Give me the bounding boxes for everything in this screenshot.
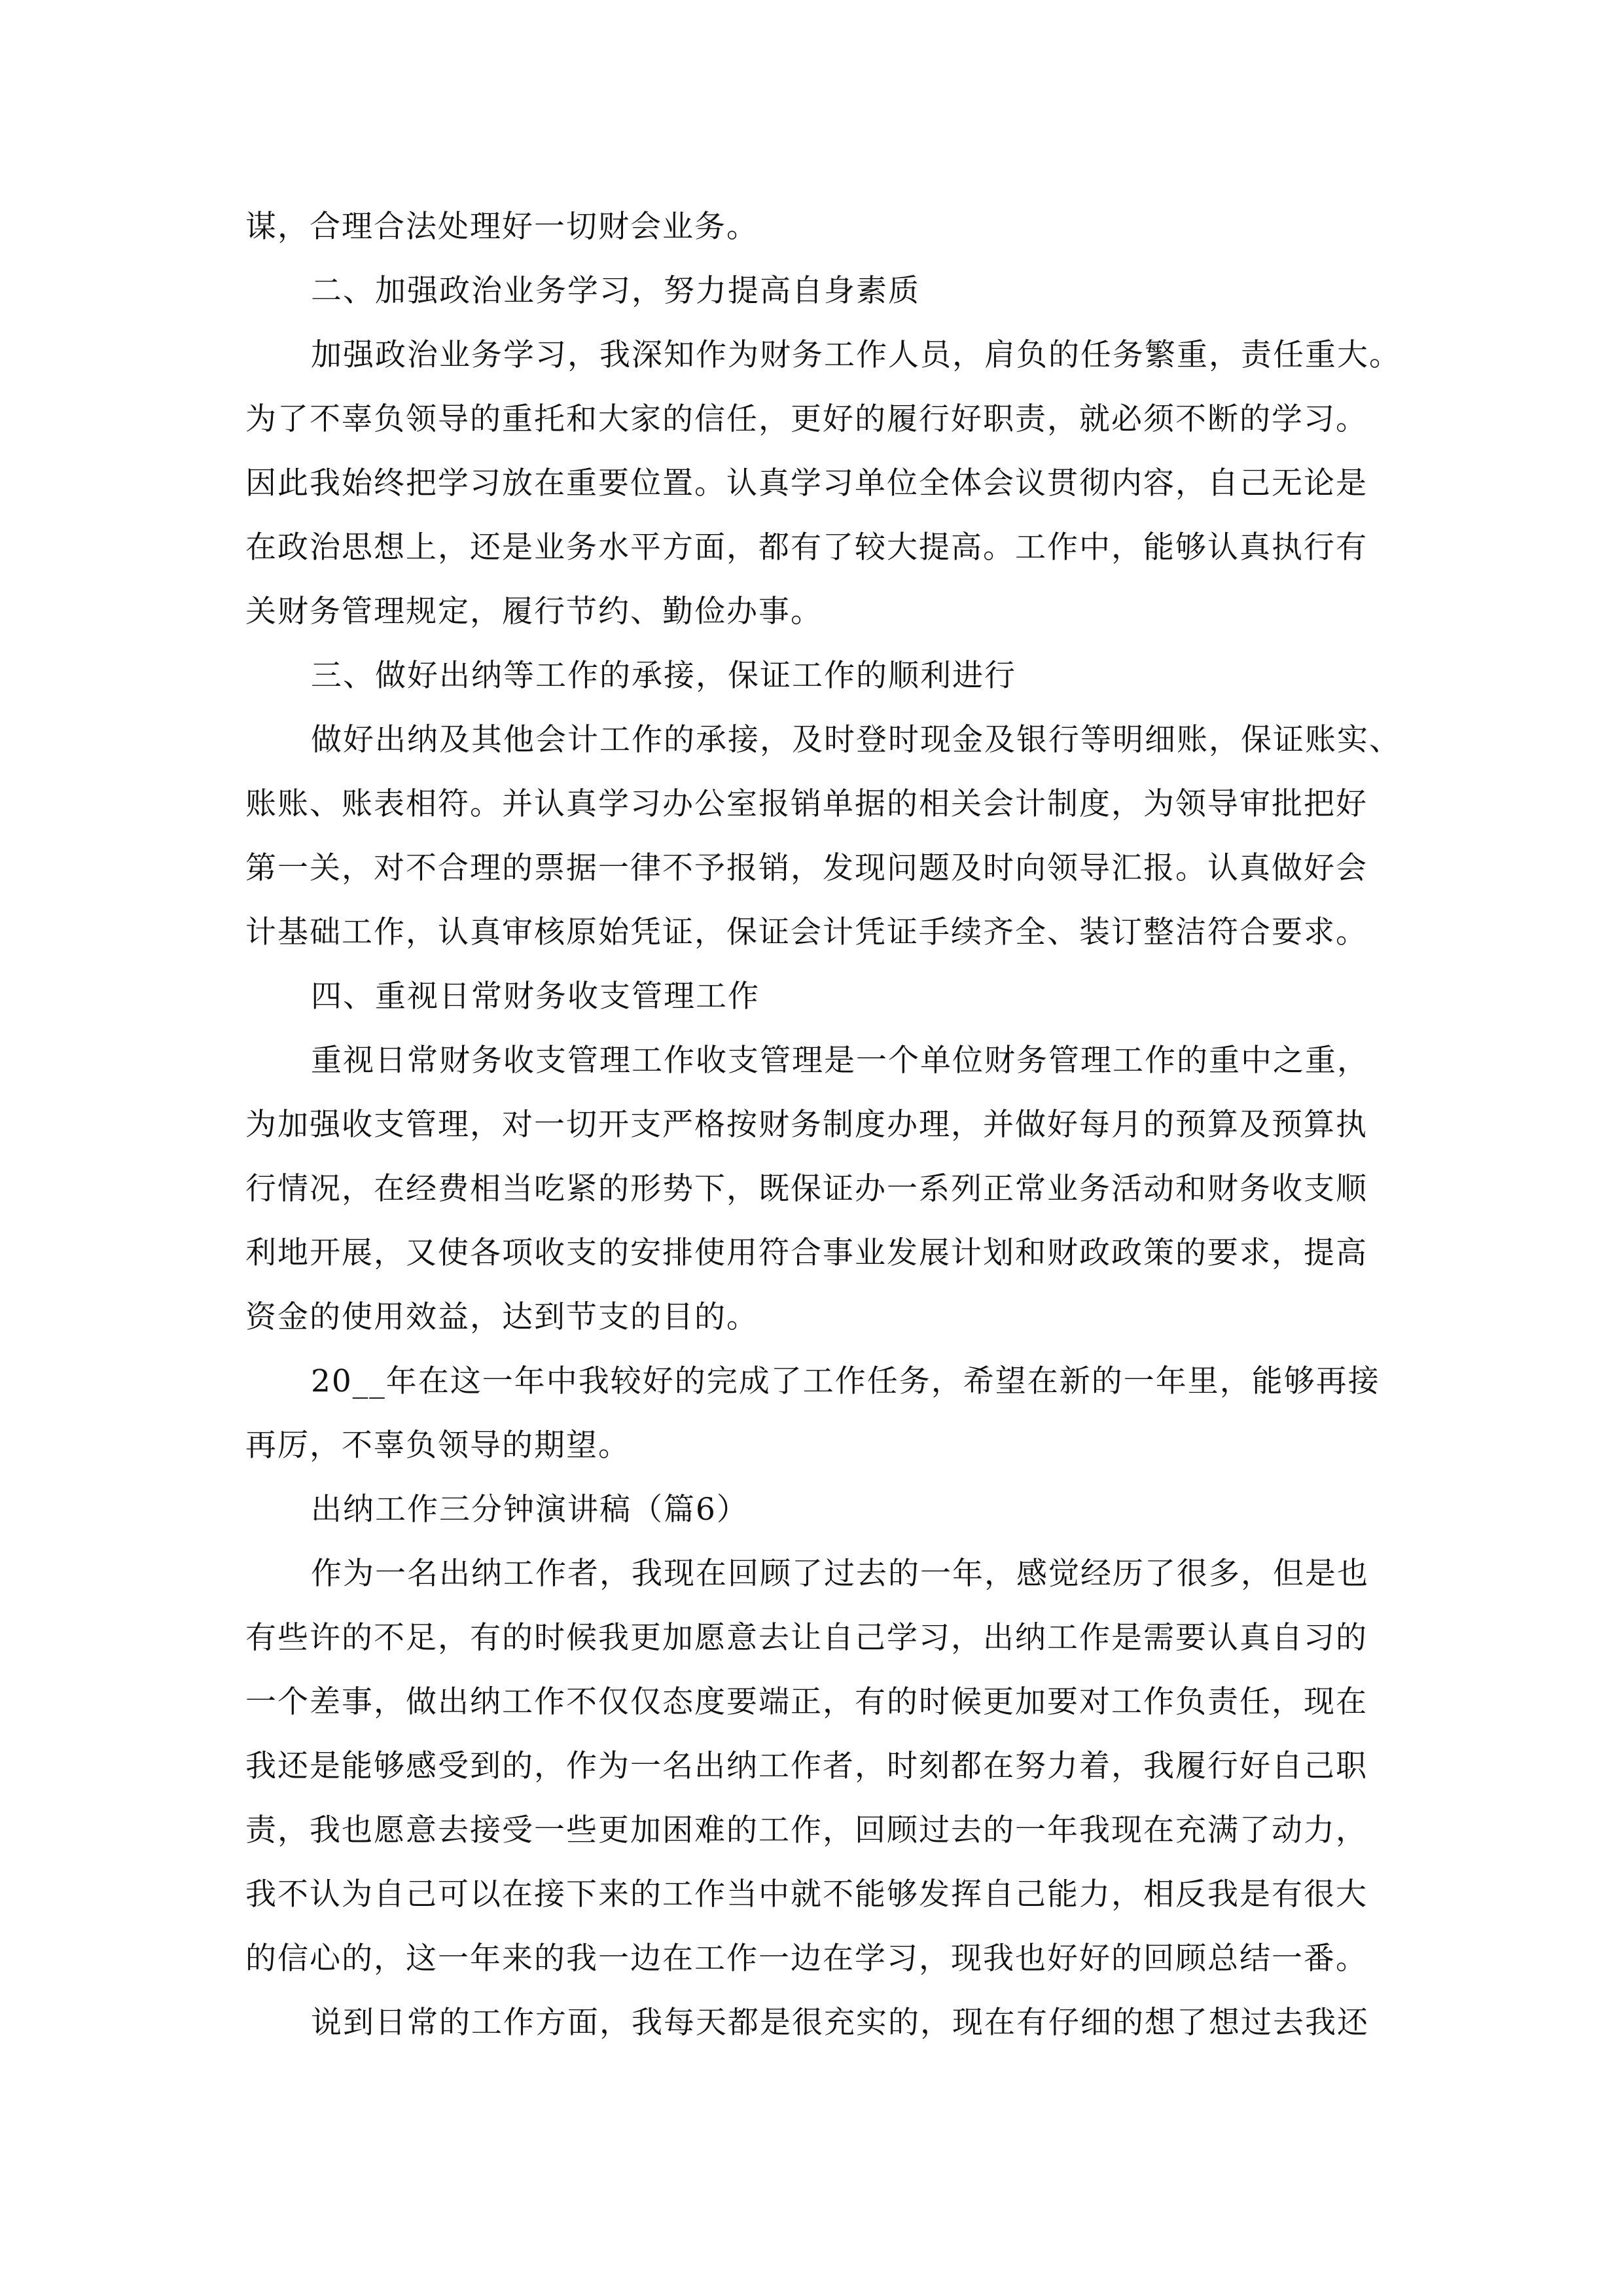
- text-line: 计基础工作，认真审核原始凭证，保证会计凭证手续齐全、装订整洁符合要求。: [245, 914, 1368, 950]
- text-line: 因此我始终把学习放在重要位置。认真学习单位全体会议贯彻内容，自己无论是: [245, 465, 1368, 501]
- text-line: 账账、账表相符。并认真学习办公室报销单据的相关会计制度，为领导审批把好: [245, 786, 1368, 822]
- text-line: 作为一名出纳工作者，我现在回顾了过去的一年，感觉经历了很多，但是也: [311, 1556, 1369, 1592]
- text-line: 第一关，对不合理的票据一律不予报销，发现问题及时向领导汇报。认真做好会: [245, 850, 1368, 886]
- text-line: 做好出纳及其他会计工作的承接，及时登时现金及银行等明细账，保证账实、: [311, 722, 1401, 758]
- text-line: 在政治思想上，还是业务水平方面，都有了较大提高。工作中，能够认真执行有: [245, 529, 1368, 565]
- text-line: 再厉，不辜负领导的期望。: [245, 1427, 630, 1463]
- text-line: 为了不辜负领导的重托和大家的信任，更好的履行好职责，就必须不断的学习。: [245, 401, 1368, 437]
- text-line: 重视日常财务收支管理工作收支管理是一个单位财务管理工作的重中之重，: [311, 1043, 1369, 1079]
- section-heading: 四、重视日常财务收支管理工作: [311, 978, 760, 1014]
- text-line: 20__年在这一年中我较好的完成了工作任务，希望在新的一年里，能够再接: [311, 1363, 1380, 1399]
- text-line: 我不认为自己可以在接下来的工作当中就不能够发挥自己能力，相反我是有很大: [245, 1876, 1368, 1912]
- text-line: 说到日常的工作方面，我每天都是很充实的，现在有仔细的想了想过去我还: [311, 2005, 1369, 2041]
- article-title: 出纳工作三分钟演讲稿（篇6）: [311, 1492, 749, 1528]
- text-line: 行情况，在经费相当吃紧的形势下，既保证办一系列正常业务活动和财务收支顺: [245, 1171, 1368, 1207]
- section-heading: 三、做好出纳等工作的承接，保证工作的顺利进行: [311, 658, 1016, 694]
- text-line: 我还是能够感受到的，作为一名出纳工作者，时刻都在努力着，我履行好自己职: [245, 1748, 1368, 1784]
- text-line: 加强政治业务学习，我深知作为财务工作人员，肩负的任务繁重，责任重大。: [311, 337, 1401, 373]
- text-line: 资金的使用效益，达到节支的目的。: [245, 1299, 758, 1335]
- text-line: 责，我也愿意去接受一些更加困难的工作，回顾过去的一年我现在充满了动力，: [245, 1812, 1368, 1848]
- text-line: 利地开展，又使各项收支的安排使用符合事业发展计划和财政政策的要求，提高: [245, 1235, 1368, 1271]
- document-body: [245, 195, 1401, 2055]
- text-line: 为加强收支管理，对一切开支严格按财务制度办理，并做好每月的预算及预算执: [245, 1107, 1368, 1143]
- text-line: 谋，合理合法处理好一切财会业务。: [245, 209, 758, 245]
- text-line: 的信心的，这一年来的我一边在工作一边在学习，现我也好好的回顾总结一番。: [245, 1941, 1368, 1977]
- text-line: 有些许的不足，有的时候我更加愿意去让自己学习，出纳工作是需要认真自习的: [245, 1620, 1368, 1656]
- text-line: 一个差事，做出纳工作不仅仅态度要端正，有的时候更加要对工作负责任，现在: [245, 1684, 1368, 1720]
- section-heading: 二、加强政治业务学习，努力提高自身素质: [311, 273, 920, 309]
- text-line: 关财务管理规定，履行节约、勤俭办事。: [245, 594, 823, 630]
